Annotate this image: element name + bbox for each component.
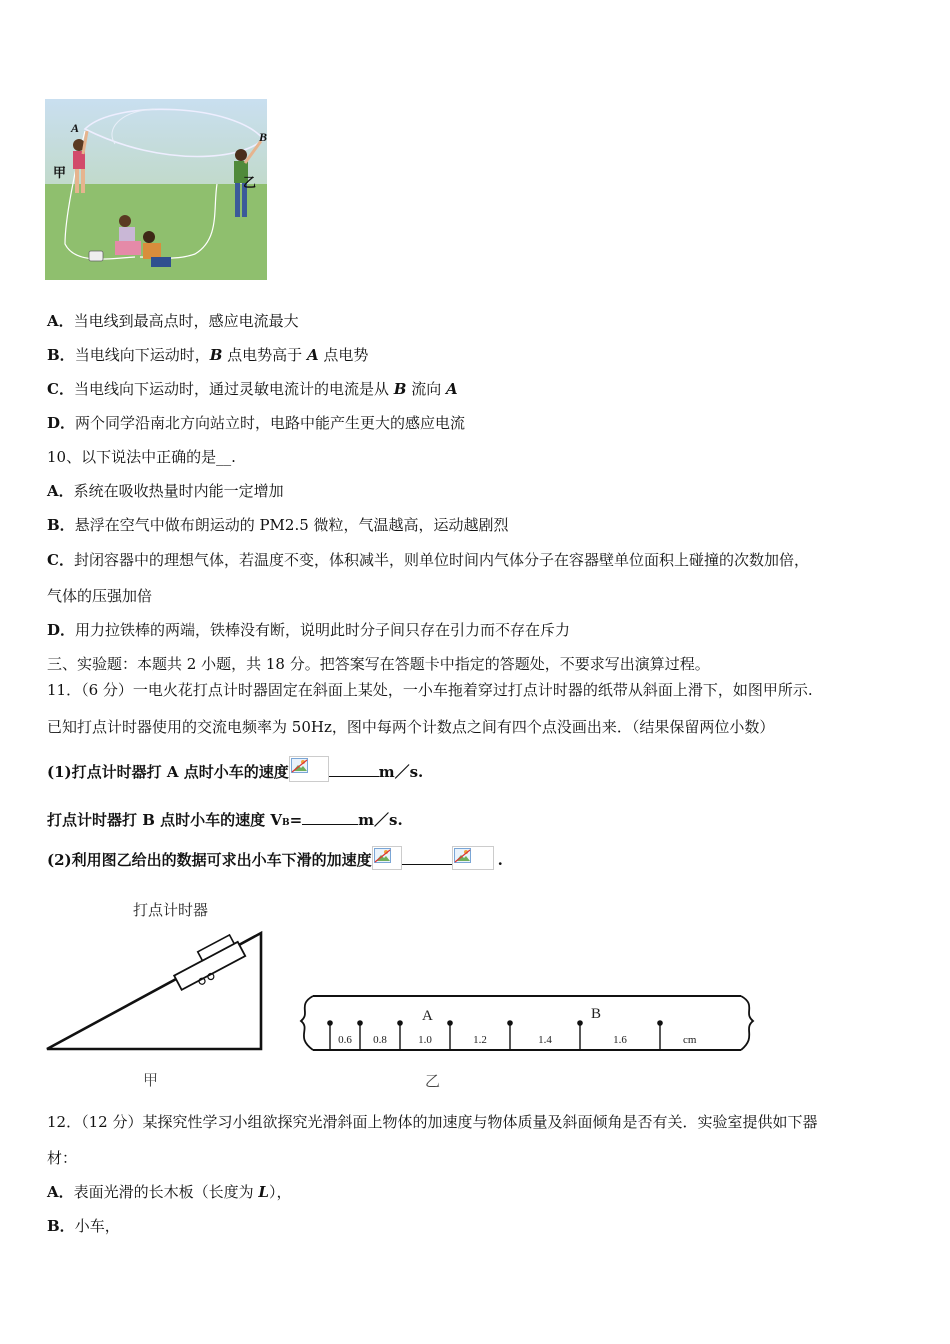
broken-image-icon: [452, 846, 494, 870]
point-b-label: B: [591, 1006, 602, 1022]
unit-label: cm: [683, 1034, 697, 1046]
section-heading: 三、实验题：本题共 2 小题，共 18 分。把答案写在答题卡中指定的答题处，不要求写出演算过程。: [47, 655, 710, 673]
q10-option-b: [47, 515, 509, 535]
option-text-pre: 表面光滑的长木板（长度为: [73, 1183, 259, 1201]
variable-a: A: [306, 346, 319, 364]
option-text-mid: 点电势高于: [222, 346, 307, 364]
point-b-label: B: [259, 130, 267, 144]
option-letter: A．: [47, 482, 74, 500]
segment-length-label: 1.2: [473, 1034, 487, 1046]
tape-dot: [447, 1020, 453, 1026]
option-text: 封闭容器中的理想气体，若温度不变，体积减半，则单位时间内气体分子在容器壁单位面积上碰撞的次数加倍，: [73, 551, 809, 569]
option-letter: D．: [47, 621, 76, 639]
person-jia-label: 甲: [53, 166, 67, 181]
q11-line-2: 已知打点计时器使用的交流电频率为 50Hz，图中每两个计数点之间有四个点没画出来．（结果保留两位小数）: [47, 718, 775, 736]
segment-length-label: 0.6: [338, 1034, 352, 1046]
variable-a: A: [445, 380, 458, 398]
q10-stem: 10、以下说法中正确的是__.: [47, 448, 236, 466]
q9-option-c: [47, 379, 458, 399]
spark-timer: [169, 933, 247, 994]
unit: m／s.: [378, 763, 424, 781]
timer-incline-and-tape-figure: [45, 893, 755, 1093]
q11-part-2-text: (2)利用图乙给出的数据可求出小车下滑的加速度: [47, 851, 372, 869]
q11-part-1b-text: 打点计时器打 B 点时小车的速度 V: [47, 811, 282, 829]
option-letter: A．: [47, 1183, 74, 1201]
segment-length-label: 1.0: [418, 1034, 432, 1046]
option-text-pre: 当电线向下运动时，通过灵敏电流计的电流是从: [73, 380, 394, 398]
q10-option-a: [47, 481, 284, 501]
tape-dots: [327, 1020, 663, 1050]
unit: m／s.: [358, 811, 403, 829]
option-letter: B．: [47, 1217, 75, 1235]
q12-line-1: 12．（12 分）某探究性学习小组欲探究光滑斜面上物体的加速度与物体质量及斜面倾角是否有关．实验室提供如下器: [47, 1113, 818, 1131]
figure-jia-label: 甲: [143, 1071, 159, 1089]
subscript-b: B: [281, 818, 290, 828]
segment-length-label: 0.8: [373, 1034, 387, 1046]
incline-figure: [47, 901, 261, 1089]
broken-image-icon: [372, 846, 402, 870]
paper-tape-figure: [301, 996, 753, 1090]
option-text: 两个同学沿南北方向站立时，电路中能产生更大的感应电流: [75, 414, 466, 432]
q12-line-2: 材：: [47, 1149, 78, 1167]
tape-dot: [507, 1020, 513, 1026]
q11-line-1: 11．（6 分）一电火花打点计时器固定在斜面上某处，一小车拖着穿过打点计时器的纸带从斜面上滑下，如图甲所示.: [47, 681, 813, 699]
electromagnetic-induction-illustration: [45, 99, 267, 280]
option-letter: C．: [47, 551, 74, 569]
option-text: 当电线到最高点时，感应电流最大: [73, 312, 299, 330]
option-letter: C．: [47, 380, 74, 398]
option-letter: B．: [47, 346, 75, 364]
option-letter: A．: [47, 312, 74, 330]
option-letter: D．: [47, 414, 76, 432]
q11-part-1b: [47, 810, 403, 833]
option-text-mid: 流向: [406, 380, 446, 398]
q9-option-a: [47, 311, 299, 331]
q12-option-b: [47, 1216, 120, 1236]
equals: =: [289, 811, 303, 829]
q12-option-a: [47, 1182, 291, 1202]
broken-image-icon: [289, 756, 329, 782]
variable-b: B: [209, 346, 223, 364]
answer-blank[interactable]: [302, 810, 358, 825]
q10-option-c: [47, 550, 809, 570]
figure-yi-label: 乙: [425, 1072, 441, 1090]
option-text-post: ），: [268, 1183, 292, 1201]
tape-dot: [577, 1020, 583, 1026]
variable-l: L: [258, 1183, 269, 1201]
point-a-label: A: [71, 121, 80, 135]
answer-blank[interactable]: [402, 850, 452, 865]
option-text: 小车，: [74, 1217, 120, 1235]
tape-dot: [657, 1020, 663, 1026]
period: .: [497, 851, 503, 869]
tape-dot: [357, 1020, 363, 1026]
q10-option-c-continued: 气体的压强加倍: [47, 587, 153, 605]
point-a-label: A: [422, 1008, 433, 1024]
q9-option-d: [47, 413, 465, 433]
q10-option-d: [47, 620, 570, 640]
option-letter: B．: [47, 516, 75, 534]
option-text: 悬浮在空气中做布朗运动的 PM2.5 微粒，气温越高，运动越剧烈: [74, 516, 509, 534]
segment-length-label: 1.6: [613, 1034, 627, 1046]
q11-part-2: [47, 846, 503, 870]
variable-b: B: [393, 380, 407, 398]
option-text-post: 点电势: [318, 346, 369, 364]
q11-part-1: [47, 756, 423, 782]
option-text-pre: 当电线向下运动时，: [74, 346, 210, 364]
option-text: 系统在吸收热量时内能一定增加: [73, 482, 284, 500]
timer-label: 打点计时器: [133, 901, 209, 919]
answer-blank[interactable]: [329, 762, 379, 777]
option-text: 用力拉铁棒的两端，铁棒没有断，说明此时分子间只存在引力而不存在斥力: [75, 621, 571, 639]
tape-dot: [397, 1020, 403, 1026]
q9-option-b: [47, 345, 368, 365]
q11-part-1-text: (1)打点计时器打 A 点时小车的速度: [47, 763, 289, 781]
segment-length-label: 1.4: [538, 1034, 552, 1046]
person-yi-label: 乙: [243, 176, 257, 191]
tape-dot: [327, 1020, 333, 1026]
